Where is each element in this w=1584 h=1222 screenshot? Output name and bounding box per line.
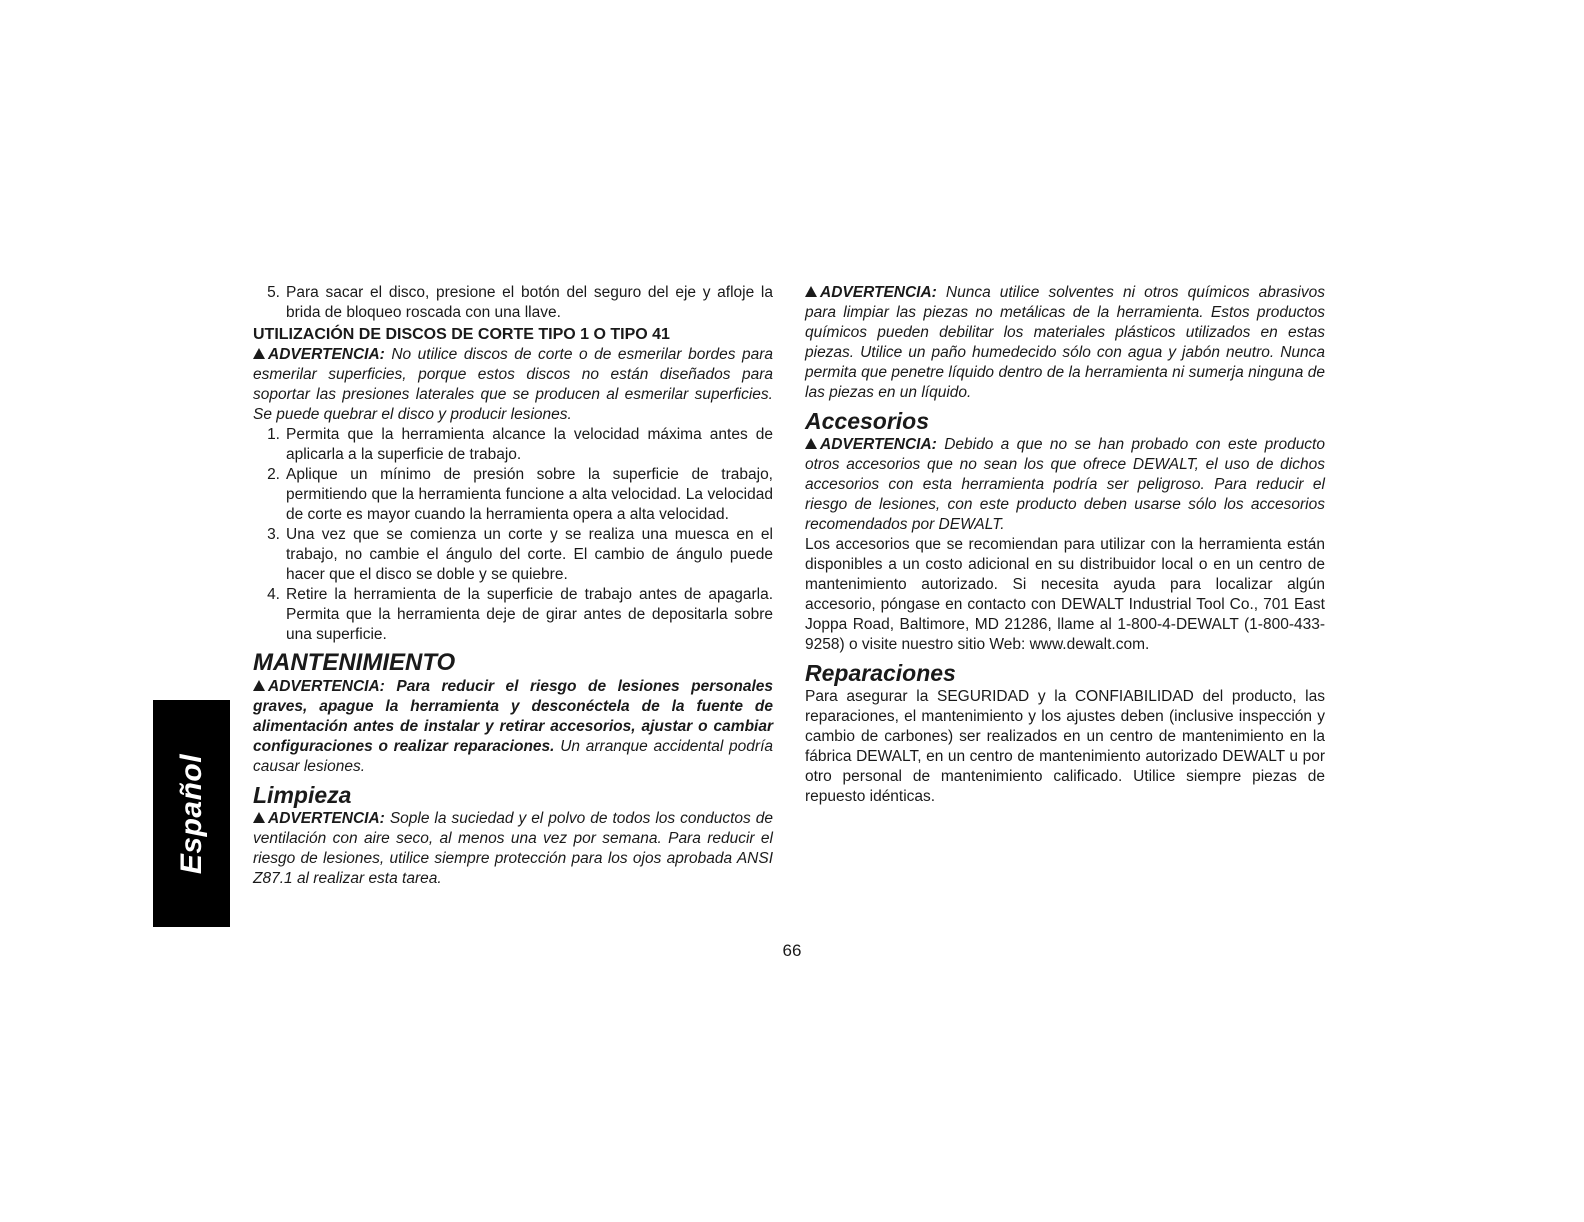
warning-triangle-icon [253,680,265,691]
warning-text: Un arranque accidental podría causar lesiones. [253,738,773,775]
list-number: 4. [267,586,280,603]
maintenance-heading: MANTENIMIENTO [253,649,456,676]
list-item [253,283,773,323]
warning-triangle-icon [253,348,265,359]
list-text: Retire la herramienta de la superficie de trabajo antes de apagarla. Permita que la herramienta deje de girar antes de depositarla sobre una superficie. [286,586,773,643]
cut-discs-warning [253,345,773,425]
accessories-warning [805,435,1325,535]
repairs-body: Para asegurar la SEGURIDAD y la CONFIABILIDAD del producto, las reparaciones, el mantenimiento y los ajustes deben (inclusive inspección y cambio de carbones) ser realizados en un centro de mantenimiento en la fábrica DEWALT, en un centro de mantenimiento autorizado DEWALT u por otro personal de mantenimiento calificado. Utilice siempre piezas de repuesto idénticas. [805,688,1325,805]
cleaning-heading: Limpieza [253,782,352,808]
left-column [253,283,773,889]
warning-triangle-icon [805,438,817,449]
list-number: 3. [267,526,280,543]
list-number: 1. [267,426,280,443]
repairs-heading: Reparaciones [805,660,956,686]
cut-discs-heading: UTILIZACIÓN DE DISCOS DE CORTE TIPO 1 O TIPO 41 [253,326,670,343]
warning-text: Nunca utilice solventes ni otros químicos abrasivos para limpiar las piezas no metálicas de la herramienta. Estos productos químicos pueden debilitar los materiales plásticos utilizados en estas piezas. Utilice un paño humedecido sólo con agua y jabón neutro. Nunca permita que penetre líquido dentro de la herramienta ni sumerja ninguna de las piezas en un líquido. [805,284,1326,401]
warning-label: ADVERTENCIA: [268,346,385,363]
warning-triangle-icon [805,286,817,297]
list-number: 5. [267,284,280,301]
list-item [253,585,773,645]
list-item [253,525,773,585]
list-item [253,465,773,525]
list-text: Una vez que se comienza un corte y se realiza una muesca en el trabajo, no cambie el ángulo del corte. El cambio de ángulo puede hacer que el disco se doble y se quiebre. [286,526,773,583]
accessories-heading: Accesorios [805,408,930,434]
list-item [253,425,773,465]
warning-triangle-icon [253,812,265,823]
page-number: 66 [782,941,802,960]
warning-label: ADVERTENCIA: [268,810,385,827]
warning-text: Sople la suciedad y el polvo de todos los conductos de ventilación con aire seco, al menos una vez por semana. Para reducir el riesgo de lesiones, utilice siempre protección para los ojos aprobada ANSI Z87.1 al realizar esta tarea. [253,810,773,887]
solvent-warning [805,283,1325,403]
maintenance-warning [253,677,773,777]
warning-text: Debido a que no se han probado con este producto otros accesorios que no sean los que ofrece DEWALT, el uso de dichos accesorios con esta herramienta podría ser peligroso. Para reducir el riesgo de lesiones, con este producto deben usarse sólo los accesorios recomendados por DEWALT. [805,436,1325,533]
warning-label: ADVERTENCIA: [268,678,385,695]
warning-bold-text: Para reducir el riesgo de lesiones personales graves, apague la herramienta y desconéctela de la fuente de alimentación antes de instalar y retirar accesorios, ajustar o cambiar configuraciones o realizar reparaciones. [253,678,773,755]
language-tab-label: Español [174,753,208,874]
list-text: Aplique un mínimo de presión sobre la superficie de trabajo, permitiendo que la herramienta funcione a alta velocidad. La velocidad de corte es mayor cuando la herramienta opera a alta velocidad. [286,466,773,523]
language-tab [153,700,230,927]
list-number: 2. [267,466,280,483]
warning-label: ADVERTENCIA: [820,284,937,301]
accessories-body: Los accesorios que se recomiendan para utilizar con la herramienta están disponibles a un costo adicional en su distribuidor local o en un centro de mantenimiento autorizado. Si necesita ayuda para localizar algún accesorio, póngase en contacto con DEWALT Industrial Tool Co., 701 East Joppa Road, Baltimore, MD 21286, llame al 1-800-4-DEWALT (1-800-433-9258) o visite nuestro sitio Web: www.dewalt.com. [805,536,1325,653]
list-text: Para sacar el disco, presione el botón del seguro del eje y afloje la brida de bloqueo roscada con una llave. [286,284,773,321]
warning-text: No utilice discos de corte o de esmerilar bordes para esmerilar superficies, porque estos discos no están diseñados para soportar las presiones laterales que se producen al esmerilar superficies. Se puede quebrar el disco y producir lesiones. [253,346,774,423]
right-column [805,283,1325,807]
list-text: Permita que la herramienta alcance la velocidad máxima antes de aplicarla a la superficie de trabajo. [286,426,773,463]
warning-label: ADVERTENCIA: [820,436,937,453]
cleaning-warning [253,809,773,889]
